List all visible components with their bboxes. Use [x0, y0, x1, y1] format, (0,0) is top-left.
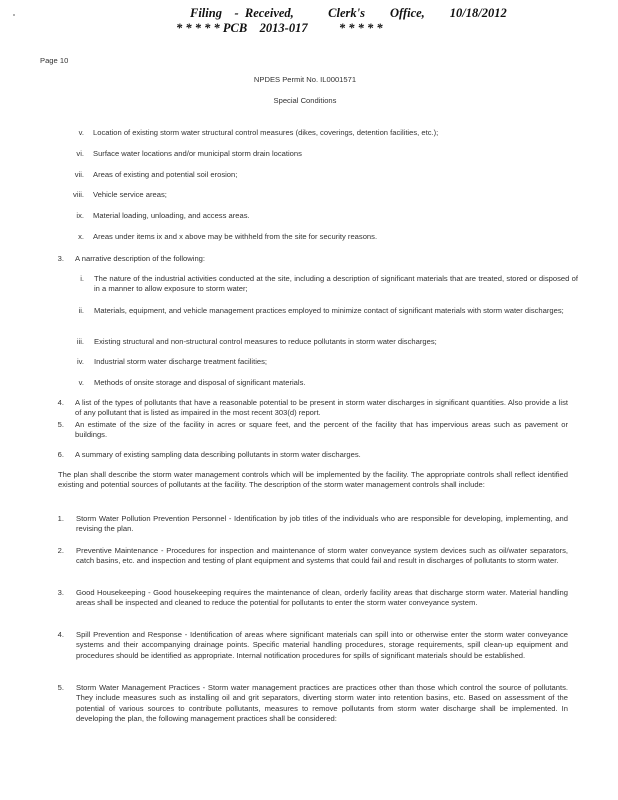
list-item-number: v. [78, 128, 84, 137]
list-item: Location of existing storm water structural control measures (dikes, coverings, detention facilities, etc.); [93, 128, 439, 137]
list-item-number: v. [78, 378, 84, 387]
item-5-number: 5. [57, 420, 64, 429]
item-4-text: A list of the types of pollutants that have a reasonable potential to be present in storm water discharges in significant quantities. Also provide a list of any pollutant that is listed as impaired in the most recent 303(d) report. [75, 398, 568, 418]
section-title: Special Conditions [273, 96, 337, 105]
list-item: Areas of existing and potential soil erosion; [93, 170, 238, 179]
list-item-number: 5. [57, 683, 64, 692]
item-6-text: A summary of existing sampling data describing pollutants in storm water discharges. [75, 450, 361, 459]
item-5-text: An estimate of the size of the facility in acres or square feet, and the percent of the facility that has impervious areas such as pavement or buildings. [75, 420, 568, 440]
list-item-number: x. [78, 232, 84, 241]
scan-speck [13, 14, 15, 16]
list-item-number: vi. [76, 149, 84, 158]
list-item: The nature of the industrial activities conducted at the site, including a description of significant materials that are treated, stored or disposed of in a manner to allow exposure to storm water; [94, 274, 578, 294]
item-6-number: 6. [57, 450, 64, 459]
list-item-number: iv. [76, 357, 84, 366]
list-item-number: 1. [57, 514, 64, 523]
list-item: Industrial storm water discharge treatment facilities; [94, 357, 268, 366]
list-item-number: ii. [78, 306, 84, 315]
list-item: Materials, equipment, and vehicle management practices employed to minimize contact of significant materials with storm water discharges; [94, 306, 564, 315]
item-4-number: 4. [57, 398, 64, 407]
list-item: Preventive Maintenance - Procedures for inspection and maintenance of storm water conveyance system devices such as oil/water separators, catch basins, etc. and inspection and testing of plant equipment and systems that could fail and result in discharges of pollutants to storm water. [76, 546, 568, 566]
list-item: Surface water locations and/or municipal storm drain locations [93, 149, 302, 158]
permit-title: NPDES Permit No. IL0001571 [253, 75, 357, 84]
item-3-text: A narrative description of the following: [75, 254, 206, 263]
list-item: Material loading, unloading, and access areas. [93, 211, 250, 220]
list-item-number: 2. [57, 546, 64, 555]
list-item: Storm Water Management Practices - Storm water management practices are practices other than those which control the source of pollutants. They include measures such as installing oil and grit separators, diverting storm water into retention basins, etc. Based on assessment of the potential of various sources to contribute pollutants, measures to remove pollutants from storm water discharge shall be implemented. In developing the plan, the following management practices shall be considered: [76, 683, 568, 724]
list-item-number: vii. [74, 170, 84, 179]
list-item: Storm Water Pollution Prevention Personnel - Identification by job titles of the individuals who are responsible for developing, implementing, and revising the plan. [76, 514, 568, 534]
item-3-number: 3. [57, 254, 64, 263]
list-item: Existing structural and non-structural control measures to reduce pollutants in storm water discharges; [94, 337, 437, 346]
page-number: Page 10 [40, 56, 69, 65]
list-item: Areas under items ix and x above may be withheld from the site for security reasons. [93, 232, 378, 241]
list-item-number: iii. [76, 337, 84, 346]
list-item-number: 4. [57, 630, 64, 639]
plan-paragraph: The plan shall describe the storm water management controls which will be implemented by the facility. The appropriate controls shall reflect identified existing and potential sources of pollutants at the facility. The description of the storm water management controls shall include: [58, 470, 568, 490]
list-item: Vehicle service areas; [93, 190, 167, 199]
list-item-number: 3. [57, 588, 64, 597]
list-item-number: ix. [76, 211, 84, 220]
list-item: Good Housekeeping - Good housekeeping requires the maintenance of clean, orderly facility areas that discharge storm water. Material handling areas shall be inspected and cleaned to reduce the potential for pollutants to enter the storm water conveyance system. [76, 588, 568, 608]
list-item-number: viii. [73, 190, 84, 199]
list-item-number: i. [80, 274, 84, 283]
list-item: Methods of onsite storage and disposal of significant materials. [94, 378, 306, 387]
list-item: Spill Prevention and Response - Identification of areas where significant materials can spill into or otherwise enter the storm water conveyance systems and their accompanying drainage points. Specific material handling procedures, storage requirements, spill clean-up equipment and procedures should be identified as appropriate. Internal notification procedures for spills of significant materials should be established. [76, 630, 568, 660]
filing-stamp-line-1: Filing - Received, Clerk's Office, 10/18/2012 [190, 6, 507, 20]
filing-stamp-line-2: * * * * * PCB 2013-017 * * * * * [176, 21, 383, 35]
